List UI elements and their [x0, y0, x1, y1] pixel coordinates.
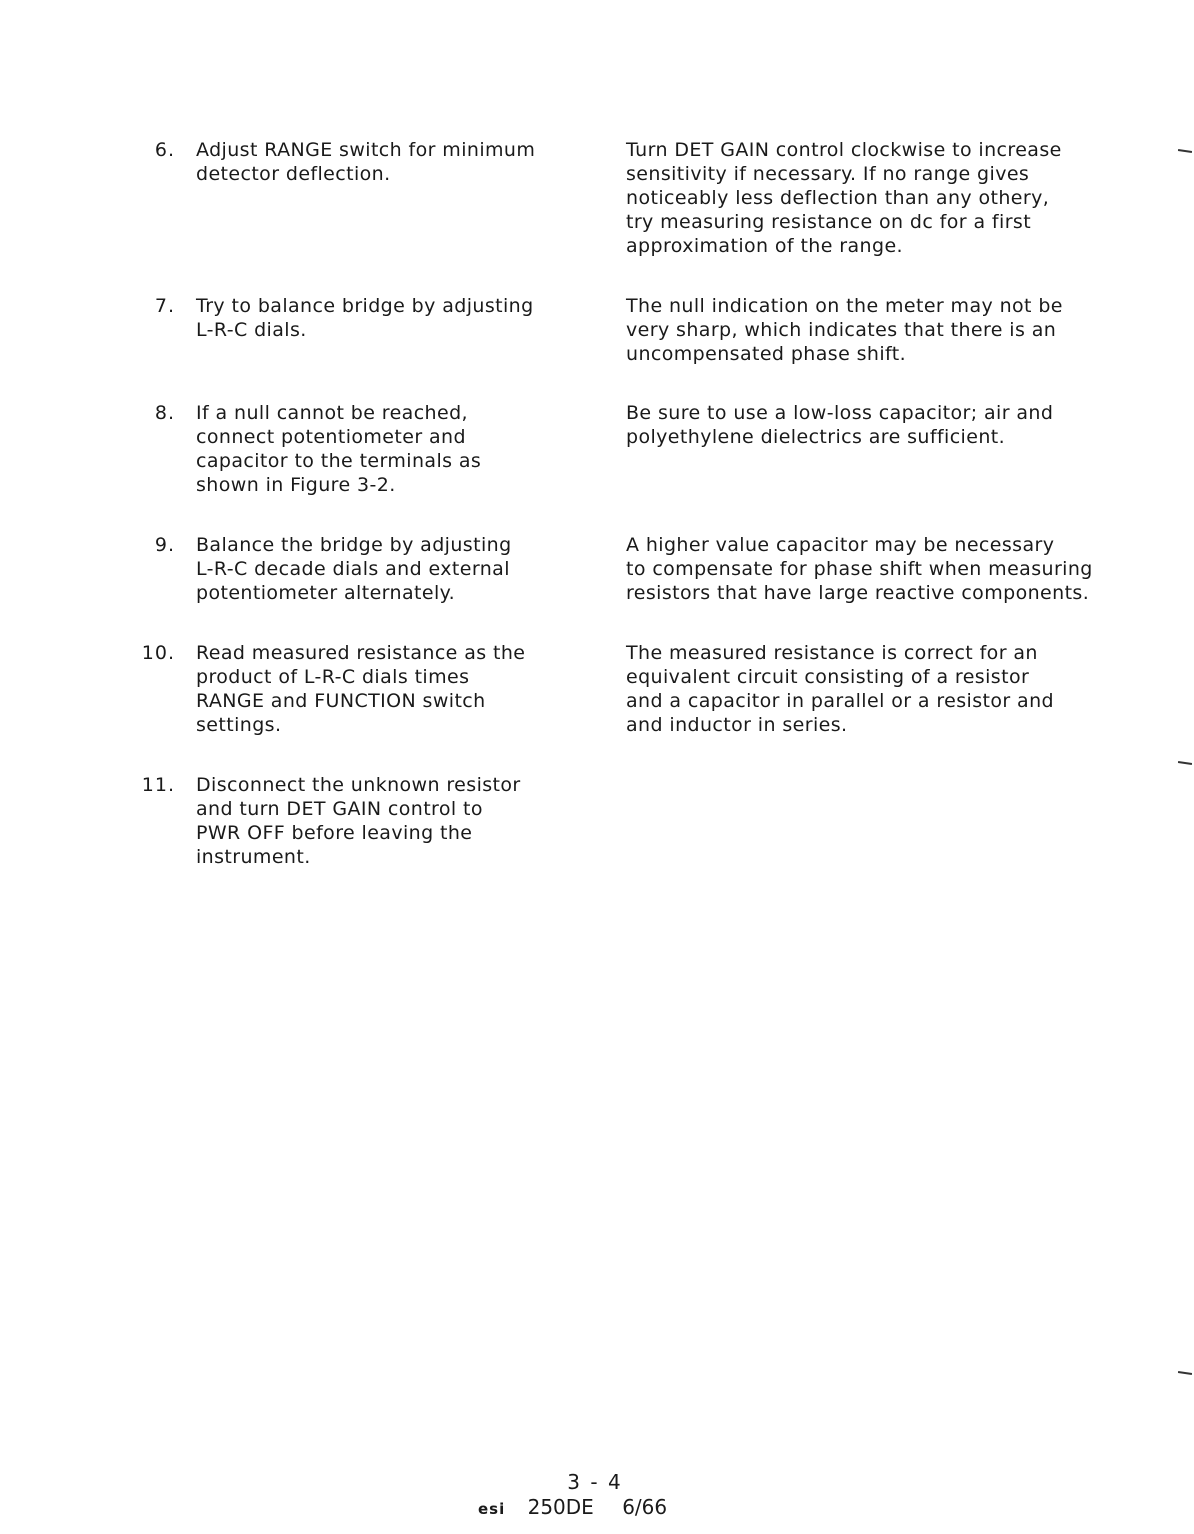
- step-number: 9.: [154, 534, 175, 556]
- revision-date: 6/66: [622, 1495, 668, 1519]
- esi-logo: esi: [478, 1499, 506, 1518]
- step-number: 11.: [141, 774, 175, 796]
- margin-mark: [1178, 1371, 1192, 1375]
- step-note: A higher value capacitor may be necessary to compensate for phase shift when measuring resistors that have large reactive components.: [626, 534, 1093, 604]
- footer-info: [478, 1495, 667, 1519]
- step-instruction: Try to balance bridge by adjusting L-R-C dials.: [196, 295, 534, 341]
- step-instruction: Disconnect the unknown resistor and turn DET GAIN control to PWR OFF before leaving the instrument.: [196, 774, 521, 868]
- step-number: 6.: [154, 139, 175, 161]
- step-number: 10.: [141, 642, 175, 664]
- step-note: The measured resistance is correct for an equivalent circuit consisting of a resistor and a capacitor in parallel or a resistor and and inductor in series.: [626, 642, 1054, 736]
- step-number: 8.: [154, 402, 175, 424]
- step-note: Be sure to use a low-loss capacitor; air and polyethylene dielectrics are sufficient.: [626, 402, 1054, 448]
- step-number: 7.: [154, 295, 175, 317]
- step-instruction: Balance the bridge by adjusting L-R-C decade dials and external potentiometer alternately.: [196, 534, 512, 604]
- margin-mark: [1178, 761, 1192, 765]
- step-instruction: Adjust RANGE switch for minimum detector deflection.: [196, 139, 536, 185]
- page-number: 3 - 4: [567, 1470, 623, 1494]
- step-instruction: Read measured resistance as the product of L-R-C dials times RANGE and FUNCTION switch settings.: [196, 642, 526, 736]
- step-note: The null indication on the meter may not be very sharp, which indicates that there is an uncompensated phase shift.: [626, 295, 1063, 365]
- step-instruction: If a null cannot be reached, connect potentiometer and capacitor to the terminals as shown in Figure 3-2.: [196, 402, 482, 496]
- model-number: 250DE: [527, 1495, 594, 1519]
- margin-mark: [1178, 149, 1192, 153]
- step-note: Turn DET GAIN control clockwise to increase sensitivity if necessary. If no range gives noticeably less deflection than any othery, try measuring resistance on dc for a first approximation of the range.: [626, 139, 1062, 257]
